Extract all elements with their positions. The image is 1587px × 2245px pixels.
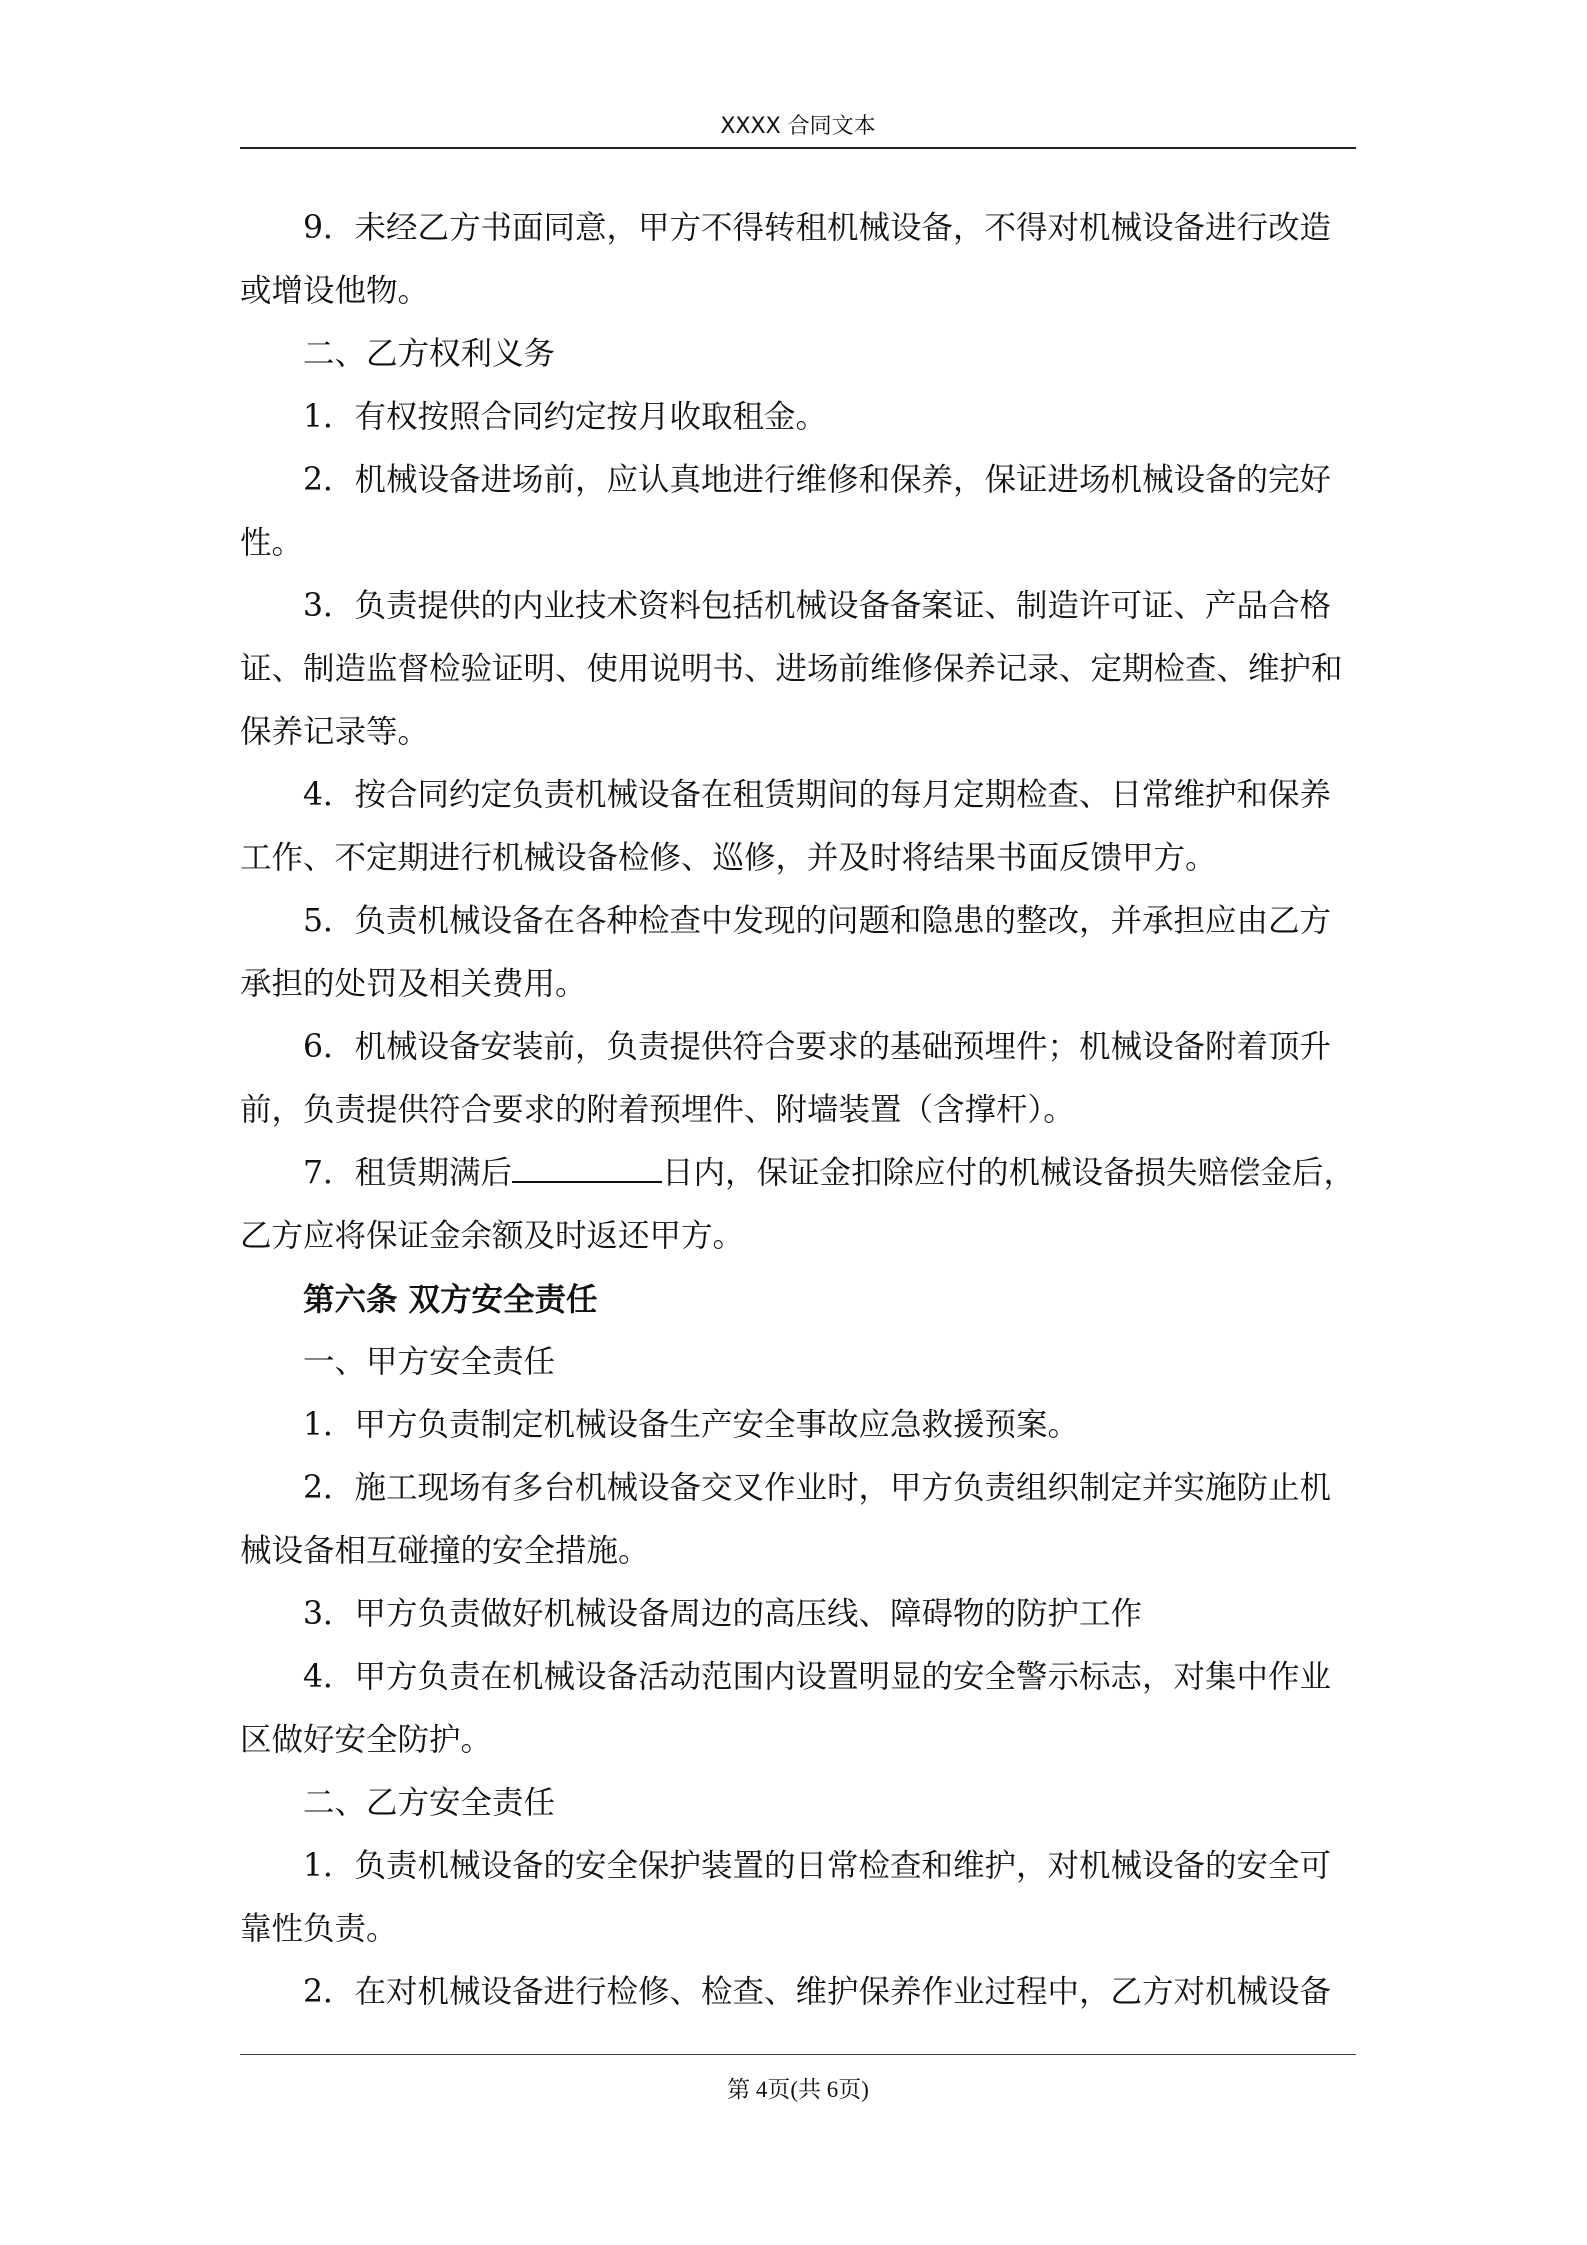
section-subheading: 二、乙方权利义务 (303, 336, 556, 372)
paragraph: 2．施工现场有多台机械设备交叉作业时，甲方负责组织制定并实施防止机械设备相互碰撞的安全措施。 (240, 1470, 1332, 1569)
paragraph: 2．在对机械设备进行检修、检查、维护保养作业过程中，乙方对机械设备 (303, 1974, 1332, 2010)
paragraph: 9．未经乙方书面同意，甲方不得转租机械设备，不得对机械设备进行改造或增设他物。 (240, 210, 1332, 309)
footer-divider (240, 2054, 1356, 2055)
paragraph: 1．负责机械设备的安全保护装置的日常检查和维护，对机械设备的安全可靠性负责。 (240, 1848, 1332, 1947)
page-number: 第 4页(共 6页) (727, 2077, 869, 2102)
paragraph: 1．有权按照合同约定按月收取租金。 (303, 399, 828, 435)
document-body (240, 197, 1356, 2024)
paragraph: 3．负责提供的内业技术资料包括机械设备备案证、制造许可证、产品合格证、制造监督检验证明、使用说明书、进场前维修保养记录、定期检查、维护和保养记录等。 (240, 588, 1343, 750)
article-heading: 第六条 双方安全责任 (303, 1281, 598, 1318)
paragraph: 6．机械设备安装前，负责提供符合要求的基础预埋件；机械设备附着顶升前，负责提供符合要求的附着预埋件、附墙装置（含撑杆）。 (240, 1029, 1332, 1128)
document-header-title: XXXX 合同文本 (720, 114, 876, 139)
paragraph-text-before-blank: 7．租赁期满后 (303, 1155, 513, 1191)
paragraph: 5．负责机械设备在各种检查中发现的问题和隐患的整改，并承担应由乙方承担的处罚及相关费用。 (240, 903, 1332, 1002)
fill-in-blank (512, 1155, 662, 1183)
paragraph: 1．甲方负责制定机械设备生产安全事故应急救援预案。 (303, 1407, 1080, 1443)
section-subheading: 一、甲方安全责任 (303, 1344, 556, 1380)
paragraph-with-blank (240, 1142, 1356, 1268)
paragraph-text-after-blank: 日内，保证金扣除应付的机械设备损失赔偿金后，乙方应将保证金余额及时返还甲方。 (240, 1155, 1356, 1254)
paragraph: 4．甲方负责在机械设备活动范围内设置明显的安全警示标志，对集中作业区做好安全防护。 (240, 1659, 1332, 1758)
header-divider (240, 147, 1356, 149)
paragraph: 3．甲方负责做好机械设备周边的高压线、障碍物的防护工作 (303, 1596, 1143, 1632)
section-subheading: 二、乙方安全责任 (303, 1785, 556, 1821)
paragraph: 4．按合同约定负责机械设备在租赁期间的每月定期检查、日常维护和保养工作、不定期进行机械设备检修、巡修，并及时将结果书面反馈甲方。 (240, 777, 1332, 876)
paragraph: 2．机械设备进场前，应认真地进行维修和保养，保证进场机械设备的完好性。 (240, 462, 1332, 561)
